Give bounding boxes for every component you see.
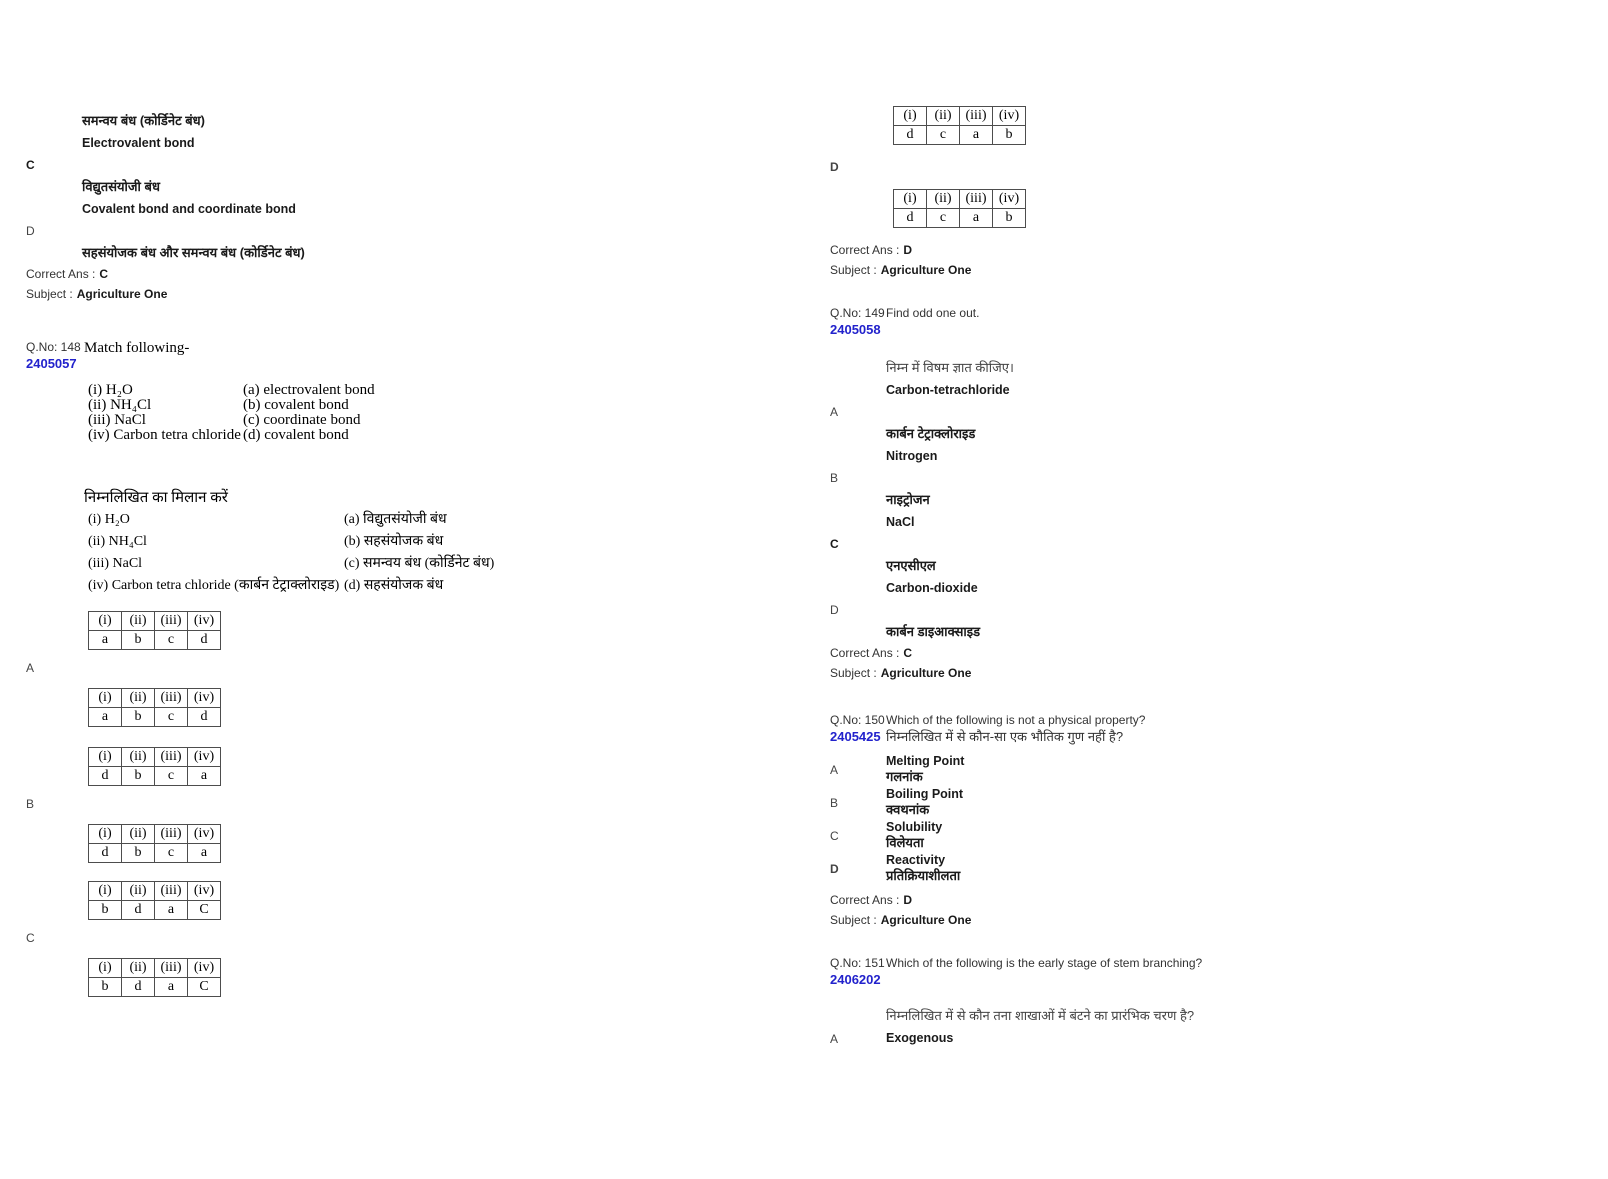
table-header-cell: (iii) bbox=[155, 882, 188, 901]
q149-option-b-letter: B bbox=[830, 471, 839, 485]
q149-correct-ans bbox=[830, 643, 1600, 663]
q150-option-d-letter: D bbox=[830, 861, 839, 876]
question-149 bbox=[830, 306, 1600, 683]
table-header-cell: (iii) bbox=[960, 190, 993, 209]
table-value-cell: a bbox=[89, 631, 122, 650]
table-header-cell: (iv) bbox=[188, 689, 221, 708]
question-148-continued bbox=[830, 0, 1600, 280]
q150-option-b-letter: B bbox=[830, 795, 839, 810]
q148-correct-ans bbox=[830, 240, 1600, 260]
q148-option-b-table-hi bbox=[88, 824, 221, 863]
q150-qid: 2405425 bbox=[830, 729, 881, 744]
subject-value: Agriculture One bbox=[76, 287, 168, 301]
table-header-cell: (iii) bbox=[155, 959, 188, 978]
q149-option-a-english: Carbon-tetrachloride bbox=[886, 383, 1010, 397]
correct-ans-label: Correct Ans : bbox=[26, 267, 96, 281]
table-header-cell: (i) bbox=[89, 959, 122, 978]
q148-option-a-table-en bbox=[88, 611, 221, 650]
correct-ans-label: Correct Ans : bbox=[830, 646, 900, 660]
match-item: (ii) NH₄Cl bbox=[88, 534, 147, 549]
q150-option-a-english: Melting Point bbox=[886, 754, 965, 768]
table-header-cell: (ii) bbox=[122, 748, 155, 767]
match-item: (a) विद्युतसंयोजी बंध bbox=[344, 512, 447, 527]
q150-option-a-letter: A bbox=[830, 762, 839, 777]
q148-match-en-right bbox=[243, 383, 375, 443]
q150-correct-ans bbox=[830, 890, 1600, 910]
match-item: (iv) Carbon tetra chloride (कार्बन टेट्राक्लोराइड) bbox=[88, 578, 340, 593]
q151-option-a-english: Exogenous bbox=[886, 1031, 954, 1045]
table-value-cell: a bbox=[155, 978, 188, 997]
q150-option-d-english: Reactivity bbox=[886, 853, 946, 867]
correct-ans-label: Correct Ans : bbox=[830, 893, 900, 907]
table-value-cell: C bbox=[188, 901, 221, 920]
q149-header bbox=[830, 306, 1600, 339]
subject-label: Subject : bbox=[830, 666, 877, 680]
q148-option-d-table-hi bbox=[893, 189, 1026, 228]
table-value-cell: c bbox=[927, 126, 960, 145]
table-value-cell: b bbox=[122, 631, 155, 650]
question-150 bbox=[830, 713, 1600, 930]
q147-subject bbox=[26, 284, 796, 304]
q148-match-list-hi bbox=[88, 509, 796, 597]
table-header-cell: (ii) bbox=[122, 959, 155, 978]
table-header-cell: (ii) bbox=[927, 190, 960, 209]
correct-ans-value: D bbox=[903, 893, 913, 907]
q147-option-d-letter: D bbox=[26, 224, 35, 238]
q148-header bbox=[26, 340, 796, 373]
q149-option-c-hindi: एनएसीएल bbox=[886, 558, 936, 573]
q150-question-hi: निम्नलिखित में से कौन-सा एक भौतिक गुण नहीं है? bbox=[886, 729, 1124, 744]
q148-option-c-letter: C bbox=[26, 931, 35, 945]
q147-option-c-english: Electrovalent bond bbox=[82, 136, 195, 150]
q148-option-b-table-en bbox=[88, 747, 221, 786]
match-item: (d) covalent bond bbox=[243, 427, 349, 443]
match-item: (iii) NaCl bbox=[88, 412, 146, 428]
q151-qno: Q.No: 151 bbox=[830, 956, 885, 970]
q150-option-c-hindi: विलेयता bbox=[886, 835, 924, 850]
q148-qno: Q.No: 148 bbox=[26, 340, 81, 354]
table-value-cell: d bbox=[122, 901, 155, 920]
subject-label: Subject : bbox=[830, 263, 877, 277]
table-header-cell: (i) bbox=[894, 190, 927, 209]
left-column bbox=[26, 0, 796, 997]
q150-option-c-row bbox=[830, 820, 1600, 851]
q149-option-b-english: Nitrogen bbox=[886, 449, 938, 463]
q151-question-en: Which of the following is the early stage of stem branching? bbox=[886, 956, 1203, 970]
q150-option-c-body bbox=[886, 820, 942, 851]
q148-qid: 2405057 bbox=[26, 356, 77, 371]
table-value-cell: b bbox=[993, 209, 1026, 228]
q151-header bbox=[830, 956, 1600, 989]
table-value-cell: d bbox=[894, 126, 927, 145]
q149-subject bbox=[830, 663, 1600, 683]
q151-qid: 2406202 bbox=[830, 972, 881, 987]
q149-question-en: Find odd one out. bbox=[886, 306, 980, 320]
subject-label: Subject : bbox=[26, 287, 73, 301]
subject-value: Agriculture One bbox=[880, 263, 972, 277]
q149-option-c-letter: C bbox=[830, 537, 839, 551]
table-value-cell: d bbox=[188, 708, 221, 727]
table-value-cell: b bbox=[89, 901, 122, 920]
table-header-cell: (ii) bbox=[122, 882, 155, 901]
table-value-cell: c bbox=[155, 708, 188, 727]
correct-ans-value: D bbox=[903, 243, 913, 257]
table-header-cell: (i) bbox=[894, 107, 927, 126]
q149-option-d-hindi: कार्बन डाइआक्साइड bbox=[886, 624, 981, 639]
q151-option-a-row bbox=[830, 1031, 1600, 1046]
q148-question-en: Match following- bbox=[84, 340, 190, 356]
table-value-cell: b bbox=[122, 708, 155, 727]
table-value-cell: a bbox=[188, 767, 221, 786]
match-item: (c) coordinate bond bbox=[243, 412, 361, 428]
q148-match-hi-right bbox=[344, 509, 494, 597]
table-header-cell: (iii) bbox=[155, 689, 188, 708]
table-header-cell: (i) bbox=[89, 689, 122, 708]
q147-option-b-hindi: समन्वय बंध (कोर्डिनेट बंध) bbox=[82, 113, 205, 128]
q150-option-c-letter: C bbox=[830, 828, 839, 843]
table-value-cell: c bbox=[155, 631, 188, 650]
table-value-cell: b bbox=[122, 844, 155, 863]
table-value-cell: c bbox=[927, 209, 960, 228]
q149-option-a-letter: A bbox=[830, 405, 839, 419]
table-header-cell: (iv) bbox=[188, 748, 221, 767]
q150-question-en: Which of the following is not a physical property? bbox=[886, 713, 1146, 727]
q147-option-d-english: Covalent bond and coordinate bond bbox=[82, 202, 296, 216]
q148-match-hi-left bbox=[88, 509, 344, 597]
table-value-cell: b bbox=[122, 767, 155, 786]
subject-value: Agriculture One bbox=[880, 666, 972, 680]
q148-match-list-en bbox=[88, 383, 796, 443]
table-header-cell: (i) bbox=[89, 612, 122, 631]
correct-ans-value: C bbox=[99, 267, 109, 281]
table-header-cell: (iv) bbox=[993, 190, 1026, 209]
table-value-cell: a bbox=[155, 901, 188, 920]
table-header-cell: (iii) bbox=[960, 107, 993, 126]
match-item: (iv) Carbon tetra chloride bbox=[88, 427, 241, 443]
table-header-cell: (iv) bbox=[188, 959, 221, 978]
q151-option-a-letter: A bbox=[830, 1031, 839, 1046]
q148-option-d-letter: D bbox=[830, 160, 839, 174]
q147-option-c-hindi: विद्युतसंयोजी बंध bbox=[82, 179, 160, 194]
table-value-cell: d bbox=[122, 978, 155, 997]
table-header-cell: (iv) bbox=[993, 107, 1026, 126]
table-value-cell: d bbox=[894, 209, 927, 228]
table-header-cell: (iv) bbox=[188, 612, 221, 631]
q149-option-d-letter: D bbox=[830, 603, 839, 617]
table-value-cell: c bbox=[155, 844, 188, 863]
question-147-tail bbox=[26, 0, 796, 304]
q149-number-block bbox=[830, 306, 886, 339]
table-header-cell: (iii) bbox=[155, 748, 188, 767]
q149-option-a-hindi: कार्बन टेट्राक्लोराइड bbox=[886, 426, 976, 441]
q150-option-b-hindi: क्वथनांक bbox=[886, 802, 930, 817]
table-value-cell: d bbox=[188, 631, 221, 650]
q149-qid: 2405058 bbox=[830, 322, 881, 337]
question-148 bbox=[26, 340, 796, 997]
match-item: (c) समन्वय बंध (कोर्डिनेट बंध) bbox=[344, 556, 495, 571]
table-header-cell: (iv) bbox=[188, 882, 221, 901]
q150-option-c-english: Solubility bbox=[886, 820, 943, 834]
q148-option-a-letter: A bbox=[26, 661, 35, 675]
match-item: (i) H₂O bbox=[88, 512, 130, 527]
question-151 bbox=[830, 956, 1600, 1046]
q150-option-d-body bbox=[886, 853, 960, 884]
q149-option-d-english: Carbon-dioxide bbox=[886, 581, 978, 595]
table-header-cell: (iii) bbox=[155, 825, 188, 844]
table-value-cell: c bbox=[155, 767, 188, 786]
table-value-cell: a bbox=[960, 126, 993, 145]
match-item: (iii) NaCl bbox=[88, 556, 143, 571]
q150-option-b-row bbox=[830, 787, 1600, 818]
match-item: (b) covalent bond bbox=[243, 397, 349, 413]
q149-option-c-english: NaCl bbox=[886, 515, 915, 529]
q150-option-b-english: Boiling Point bbox=[886, 787, 964, 801]
subject-value: Agriculture One bbox=[880, 913, 972, 927]
q148-number-block bbox=[26, 340, 84, 373]
q150-option-a-hindi: गलनांक bbox=[886, 769, 923, 784]
q150-subject bbox=[830, 910, 1600, 930]
q150-header bbox=[830, 713, 1600, 746]
q148-option-b-letter: B bbox=[26, 797, 35, 811]
table-header-cell: (iv) bbox=[188, 825, 221, 844]
table-value-cell: C bbox=[188, 978, 221, 997]
q148-option-a-table-hi bbox=[88, 688, 221, 727]
q147-correct-ans bbox=[26, 264, 796, 284]
table-header-cell: (ii) bbox=[122, 825, 155, 844]
correct-ans-label: Correct Ans : bbox=[830, 243, 900, 257]
q151-number-block bbox=[830, 956, 886, 989]
q150-question-block bbox=[886, 713, 1145, 746]
table-header-cell: (ii) bbox=[122, 689, 155, 708]
table-value-cell: b bbox=[993, 126, 1026, 145]
q148-option-tables bbox=[26, 611, 796, 997]
match-item: (i) H₂O bbox=[88, 382, 133, 398]
q149-question-hi: निम्न में विषम ज्ञात कीजिए। bbox=[886, 360, 1014, 375]
q148-question-hi: निम्नलिखित का मिलान करें bbox=[84, 490, 228, 506]
table-value-cell: a bbox=[188, 844, 221, 863]
match-item: (b) सहसंयोजक बंध bbox=[344, 534, 444, 549]
q149-qno: Q.No: 149 bbox=[830, 306, 885, 320]
table-header-cell: (ii) bbox=[122, 612, 155, 631]
table-value-cell: a bbox=[960, 209, 993, 228]
subject-label: Subject : bbox=[830, 913, 877, 927]
table-header-cell: (i) bbox=[89, 748, 122, 767]
q150-number-block bbox=[830, 713, 886, 746]
q148-option-c-table-en bbox=[88, 881, 221, 920]
table-value-cell: a bbox=[89, 708, 122, 727]
q150-option-a-body bbox=[886, 754, 964, 785]
q147-option-c-letter: C bbox=[26, 158, 35, 172]
table-header-cell: (i) bbox=[89, 825, 122, 844]
table-header-cell: (iii) bbox=[155, 612, 188, 631]
q150-option-d-row bbox=[830, 853, 1600, 884]
right-column bbox=[830, 0, 1600, 1046]
q148-option-d-table-en bbox=[893, 106, 1026, 145]
table-value-cell: d bbox=[89, 844, 122, 863]
q150-option-b-body bbox=[886, 787, 963, 818]
q150-option-d-hindi: प्रतिक्रियाशीलता bbox=[886, 868, 961, 883]
table-value-cell: b bbox=[89, 978, 122, 997]
q148-subject bbox=[830, 260, 1600, 280]
q148-match-en-left bbox=[88, 383, 243, 443]
q151-question-hi: निम्नलिखित में से कौन तना शाखाओं में बंटने का प्रारंभिक चरण है? bbox=[886, 1008, 1195, 1023]
q147-option-d-hindi: सहसंयोजक बंध और समन्वय बंध (कोर्डिनेट बंध) bbox=[82, 245, 305, 260]
q150-qno: Q.No: 150 bbox=[830, 713, 885, 727]
table-header-cell: (ii) bbox=[927, 107, 960, 126]
table-value-cell: d bbox=[89, 767, 122, 786]
correct-ans-value: C bbox=[903, 646, 913, 660]
match-item: (ii) NH₄Cl bbox=[88, 397, 152, 413]
q150-option-a-row bbox=[830, 754, 1600, 785]
table-header-cell: (i) bbox=[89, 882, 122, 901]
q149-option-b-hindi: नाइट्रोजन bbox=[886, 492, 930, 507]
match-item: (a) electrovalent bond bbox=[243, 382, 375, 398]
match-item: (d) सहसंयोजक बंध bbox=[344, 578, 444, 593]
q148-option-c-table-hi bbox=[88, 958, 221, 997]
